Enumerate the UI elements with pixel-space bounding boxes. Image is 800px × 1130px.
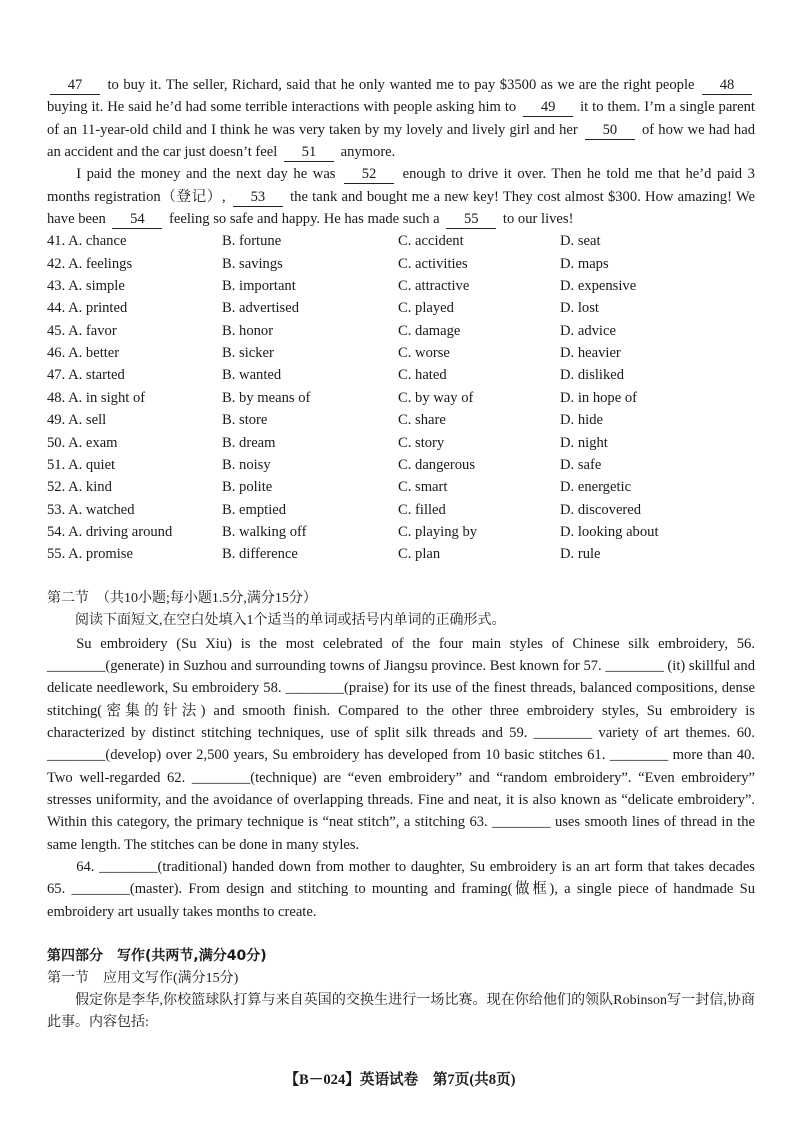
- option-d: D. seat: [560, 233, 601, 250]
- option-b: B. honor: [222, 322, 274, 339]
- option-a: 51. A. quiet: [47, 456, 116, 473]
- option-a: 47. A. started: [47, 367, 125, 384]
- option-b: B. emptied: [222, 501, 287, 518]
- cloze-passage: [47, 74, 755, 230]
- option-b: B. advertised: [222, 300, 300, 317]
- answer-blank: 53: [233, 189, 283, 207]
- cloze-options: [47, 230, 755, 565]
- option-a: 50. A. exam: [47, 434, 118, 451]
- page-footer: 【B－024】英语试卷 第7页(共8页): [284, 1072, 516, 1088]
- option-c: C. smart: [398, 479, 448, 496]
- passage-text: of how we had had an accident and the car just doesn’t feel: [47, 121, 755, 161]
- exam-page: [47, 74, 755, 1035]
- option-c: C. hated: [398, 367, 447, 384]
- passage-text: to buy it. The seller, Richard, said that he only wanted me to pay $3500 as we are the right people: [103, 77, 699, 93]
- option-d: D. discovered: [560, 501, 642, 518]
- option-b: B. store: [222, 412, 268, 429]
- option-d: D. looking about: [560, 523, 659, 540]
- passage-text: anymore.: [336, 144, 396, 161]
- option-c: C. activities: [398, 255, 468, 272]
- section2-heading: 第二节 （共10小题;每小题1.5分,满分15分）: [47, 590, 317, 606]
- option-c: C. attractive: [398, 278, 470, 295]
- option-d: D. heavier: [560, 345, 621, 362]
- option-b: B. sicker: [222, 345, 274, 362]
- option-c: C. filled: [398, 501, 446, 518]
- passage-text: feeling so safe and happy. He has made such a: [165, 211, 444, 228]
- option-d: D. safe: [560, 456, 602, 473]
- option-c: C. played: [398, 300, 454, 317]
- writing-prompt: 假定你是李华,你校篮球队打算与来自英国的交换生进行一场比赛。现在你给他们的领队Robinson写一封信,协商此事。内容包括:: [47, 993, 755, 1031]
- option-d: D. maps: [560, 255, 609, 272]
- option-a: 46. A. better: [47, 345, 120, 362]
- option-d: D. advice: [560, 322, 616, 339]
- answer-blank: 47: [50, 77, 100, 95]
- passage-text: buying it. He said he’d had some terrible interactions with people asking him to: [47, 99, 521, 116]
- option-d: D. in hope of: [560, 389, 638, 406]
- option-a: 54. A. driving around: [47, 523, 173, 540]
- passage-text: I paid the money and the next day he was: [76, 166, 342, 183]
- answer-blank: 55: [446, 211, 496, 229]
- option-a: 44. A. printed: [47, 300, 128, 317]
- option-a: 45. A. favor: [47, 322, 117, 339]
- passage-paragraph: [47, 74, 755, 163]
- option-c: C. accident: [398, 233, 464, 250]
- option-a: 55. A. promise: [47, 546, 133, 563]
- option-a: 41. A. chance: [47, 233, 127, 250]
- option-b: B. polite: [222, 479, 273, 496]
- option-c: C. damage: [398, 322, 461, 339]
- option-c: C. playing by: [398, 523, 478, 540]
- option-a: 52. A. kind: [47, 479, 112, 496]
- section2-instruction: 阅读下面短文,在空白处填入1个适当的单词或括号内单词的正确形式。: [75, 613, 506, 629]
- passage-text: the tank and bought me a new key! They cost almost $300. How amazing! We have been: [47, 188, 755, 228]
- option-b: B. dream: [222, 434, 276, 451]
- section2-paragraph: 64. ________(traditional) handed down from mother to daughter, Su embroidery is an art form that takes decades 65. ________(master). From design and stitching to mounting and framing(做框), a single piece of handmade Su embroidery art usually takes months to create.: [47, 859, 755, 920]
- option-d: D. disliked: [560, 367, 625, 384]
- option-c: C. dangerous: [398, 456, 476, 473]
- option-b: B. savings: [222, 255, 283, 272]
- option-b: B. fortune: [222, 233, 282, 250]
- passage-text: to our lives!: [499, 211, 574, 228]
- answer-blank: 54: [112, 211, 162, 229]
- option-a: 49. A. sell: [47, 412, 107, 429]
- option-a: 53. A. watched: [47, 501, 135, 518]
- option-d: D. night: [560, 434, 608, 451]
- answer-blank: 48: [702, 77, 752, 95]
- answer-blank: 50: [585, 122, 635, 140]
- option-c: C. by way of: [398, 389, 474, 406]
- passage-text: it to them. I’m a single parent of an 11-year-old child and I think he was very taken by my lovely and lively girl and her: [47, 99, 755, 138]
- answer-blank: 52: [344, 166, 394, 184]
- option-a: 43. A. simple: [47, 278, 125, 295]
- passage-text: enough to drive it over. Then he told me that he’d paid 3 months registration（登记）,: [47, 166, 755, 205]
- passage-paragraph: [47, 163, 755, 230]
- option-d: D. energetic: [560, 479, 632, 496]
- option-b: B. important: [222, 278, 296, 295]
- option-b: B. walking off: [222, 523, 307, 540]
- option-c: C. plan: [398, 546, 441, 563]
- option-b: B. difference: [222, 546, 298, 563]
- option-d: D. expensive: [560, 278, 637, 295]
- part4-heading: 第四部分 写作(共两节,满分40分): [47, 948, 267, 965]
- option-b: B. noisy: [222, 456, 271, 473]
- answer-blank: 51: [284, 144, 334, 162]
- answer-blank: 49: [523, 99, 573, 117]
- option-d: D. hide: [560, 412, 603, 429]
- option-b: B. by means of: [222, 389, 311, 406]
- part4-subheading: 第一节 应用文写作(满分15分): [47, 970, 239, 986]
- option-d: D. rule: [560, 546, 601, 563]
- section2-paragraph: Su embroidery (Su Xiu) is the most celebrated of the four main styles of Chinese silk embroidery, 56. ________(generate) in Suzhou and surrounding towns of Jiangsu province. Best known for 57. ________ (it) skillful and delicate needlework, Su embroidery 58. ________(praise) for its use of the finest threads, balanced compositions, dense stitching(密集的针法) and smooth finish. Compared to the other three embroidery styles, Su embroidery is characterized by distinct stitching techniques, use of split silk threads and 59. ________ variety of art themes. 60. ________(develop) over 2,500 years, Su embroidery has developed from 10 basic stitches 61. ________ more than 40. Two well-regarded 62. ________(technique) are “even embroidery” and “random embroidery”. “Even embroidery” stresses uniformity, and the avoidance of overlapping threads. Fine and neat, it is also known as “delicate embroidery”. Within this category, the primary technique is “neat stitch”, a stitching 63. ________ uses smooth lines of thread in the same length. The stitches can be done in many styles.: [47, 635, 755, 853]
- option-a: 42. A. feelings: [47, 255, 133, 272]
- option-d: D. lost: [560, 300, 599, 317]
- option-b: B. wanted: [222, 367, 282, 384]
- option-a: 48. A. in sight of: [47, 389, 146, 406]
- option-c: C. share: [398, 412, 446, 429]
- option-c: C. worse: [398, 345, 450, 362]
- option-c: C. story: [398, 434, 445, 451]
